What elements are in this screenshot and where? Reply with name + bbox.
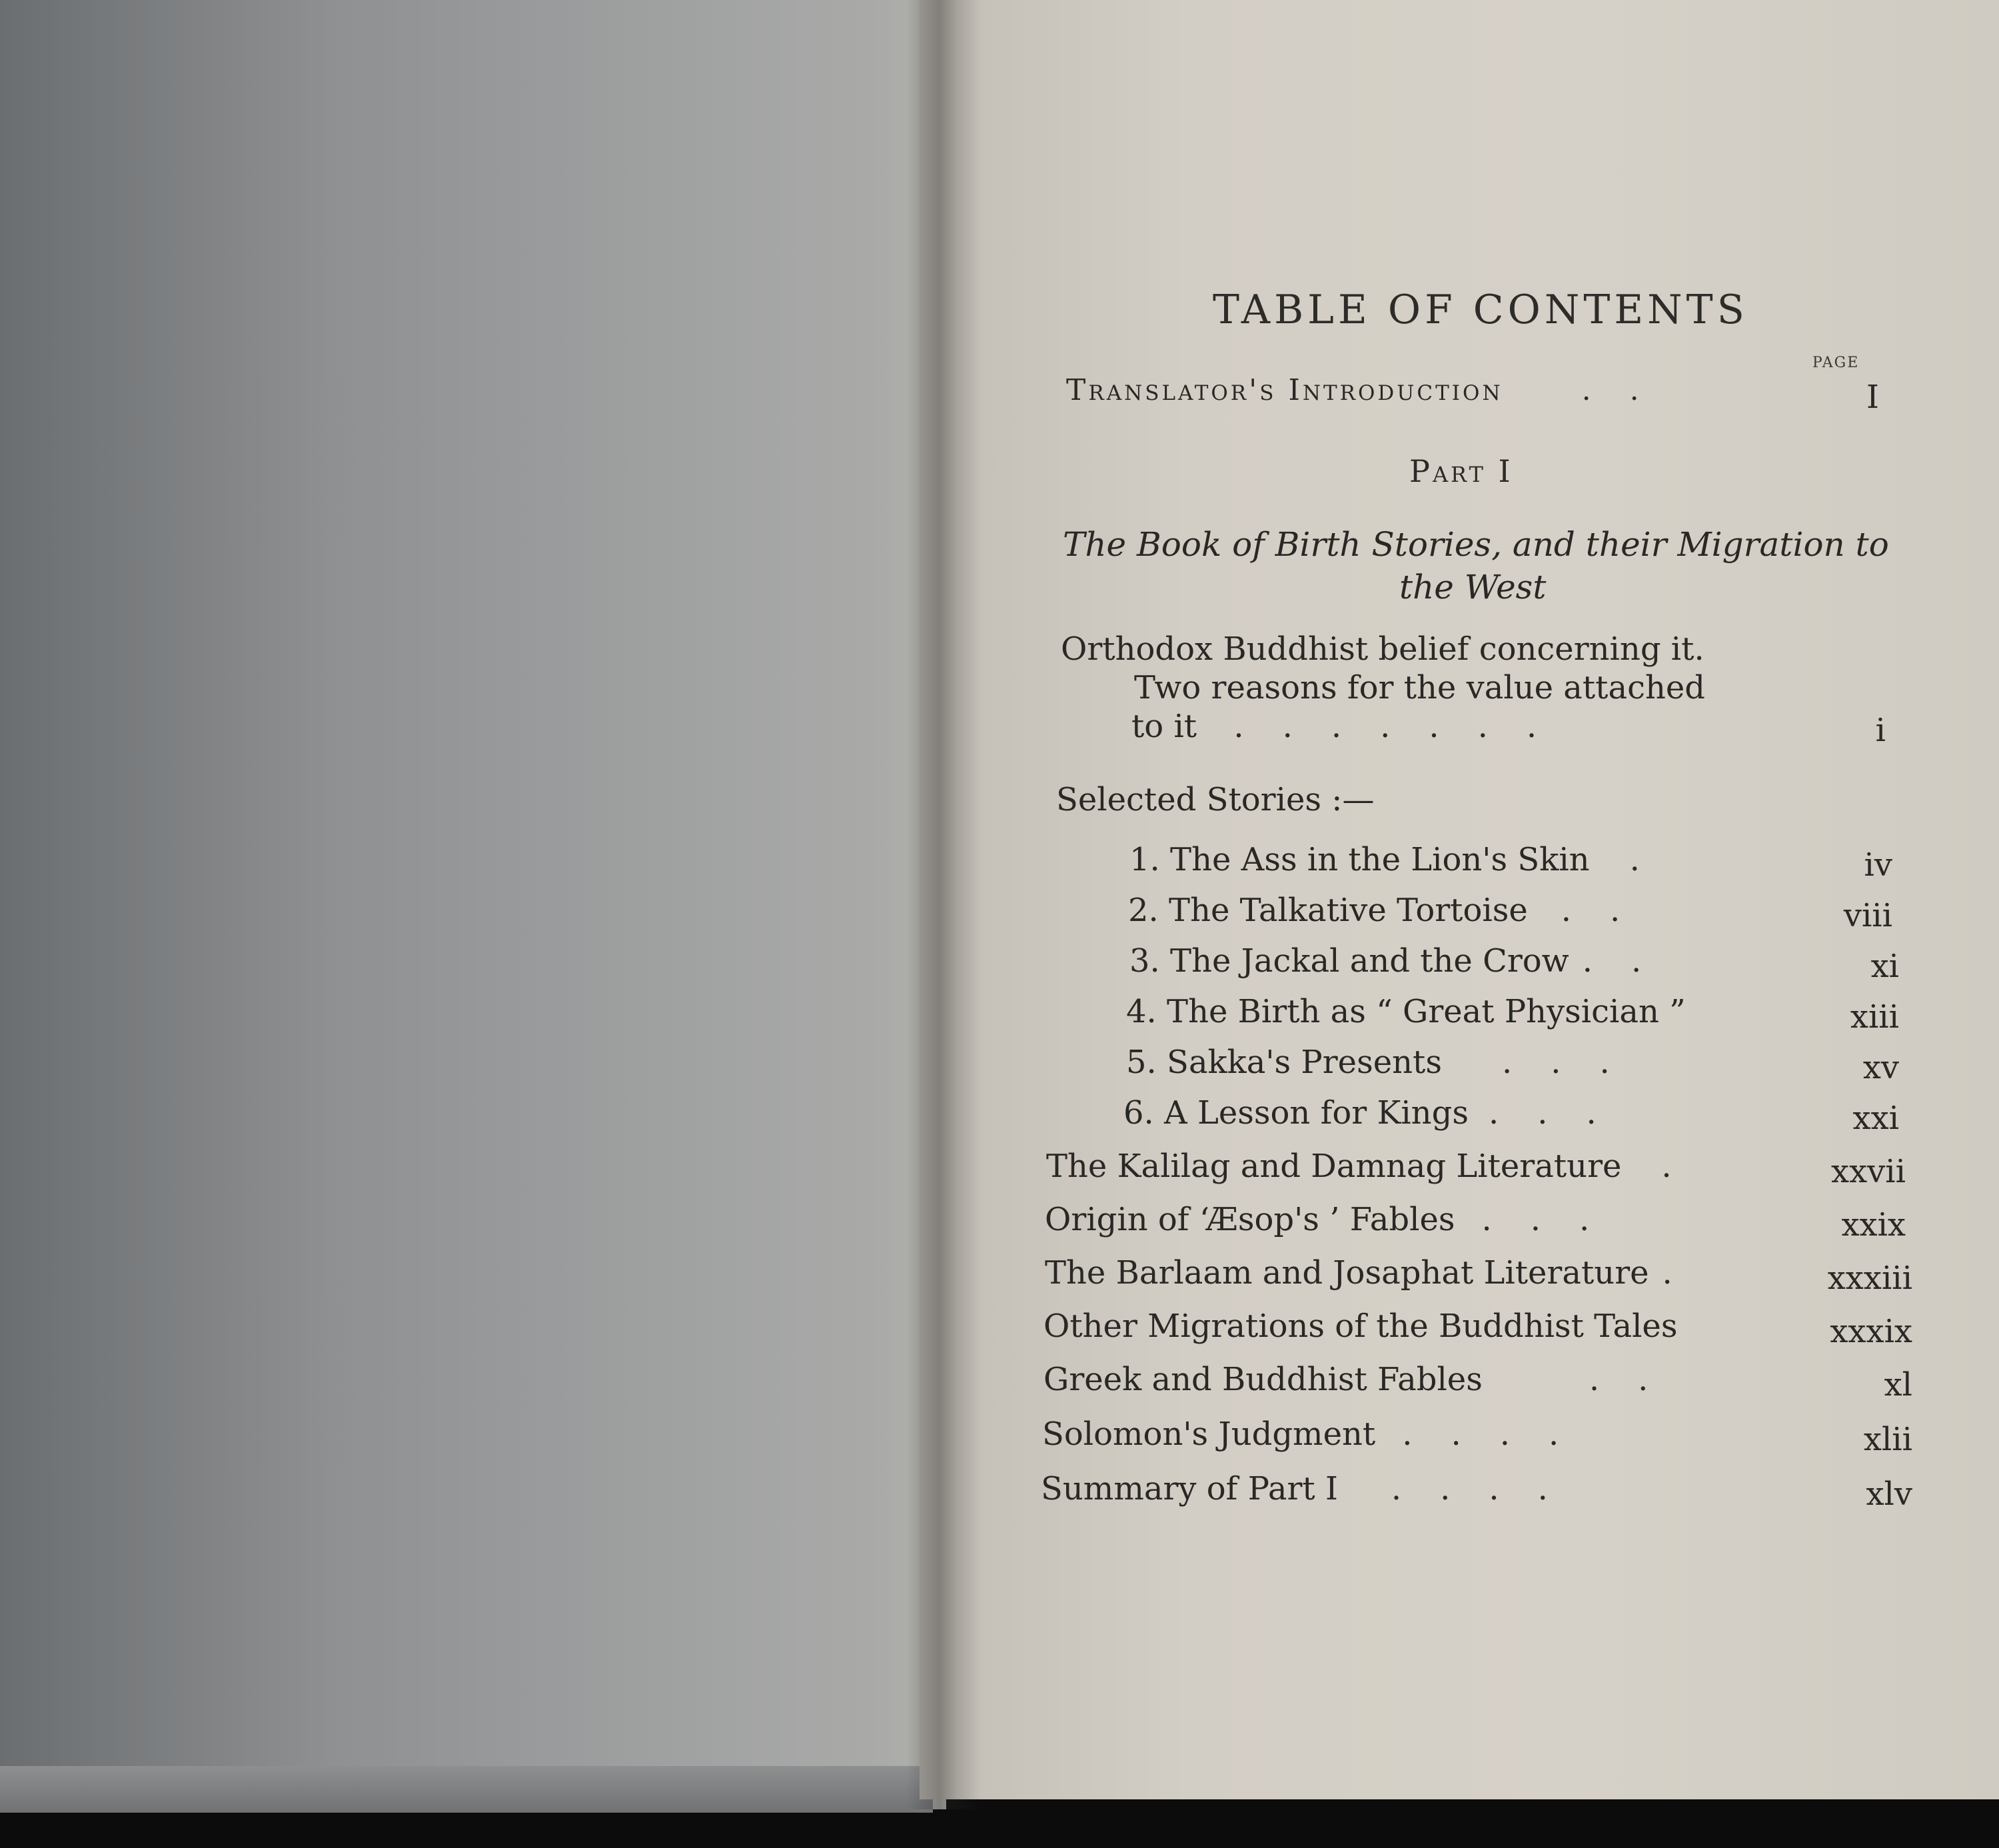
story-page: viii — [1843, 897, 1892, 934]
orthodox-line3: to it ....... — [1131, 708, 1576, 745]
story-item: 3. The Jackal and the Crow .. — [1129, 942, 1680, 980]
section-item: Greek and Buddhist Fables .. — [1043, 1361, 1687, 1398]
introduction-page: I — [1866, 379, 1879, 416]
story-item: 6. A Lesson for Kings ... — [1123, 1094, 1635, 1132]
section-item: Summary of Part I .... — [1041, 1470, 1587, 1507]
section-item: Solomon's Judgment .... — [1042, 1415, 1598, 1453]
section-item: Origin of ‘Æsop's ’ Fables ... — [1045, 1201, 1629, 1238]
section-page: xl — [1884, 1366, 1912, 1403]
story-item: 4. The Birth as “ Great Physician ” — [1126, 993, 1686, 1030]
story-item: 2. The Talkative Tortoise .. — [1128, 892, 1659, 929]
introduction-label: Translator's Introduction — [1066, 373, 1503, 407]
story-page: xiii — [1850, 998, 1899, 1036]
part-subtitle-line1: The Book of Birth Stories, and their Migration to — [1063, 525, 1889, 564]
orthodox-line3-text: to it — [1131, 708, 1197, 745]
story-page: xxi — [1852, 1100, 1899, 1137]
page-column-header: PAGE — [1812, 355, 1860, 371]
part-heading: Part I — [1409, 453, 1513, 489]
story-item: 5. Sakka's Presents ... — [1126, 1044, 1649, 1081]
section-page: xlv — [1866, 1475, 1912, 1513]
section-page: xxxix — [1830, 1313, 1912, 1350]
page-title: TABLE OF CONTENTS — [1213, 287, 1748, 333]
story-page: iv — [1864, 846, 1892, 884]
part-subtitle-line2: the West — [1399, 568, 1547, 606]
section-page: xxxiii — [1827, 1260, 1912, 1297]
section-page: xxix — [1841, 1206, 1906, 1244]
story-item: 1. The Ass in the Lion's Skin . — [1129, 841, 1678, 878]
section-page: xlii — [1863, 1421, 1912, 1458]
orthodox-line1: Orthodox Buddhist belief concerning it. — [1061, 630, 1704, 668]
introduction-entry: Translator's Introduction .. — [1066, 373, 1678, 407]
left-blank-page — [0, 0, 946, 1809]
orthodox-page: i — [1875, 712, 1886, 749]
section-page: xxvii — [1831, 1153, 1906, 1190]
orthodox-line2: Two reasons for the value attached — [1134, 669, 1705, 706]
section-item: The Barlaam and Josaphat Literature . — [1045, 1254, 1711, 1292]
story-page: xv — [1862, 1049, 1899, 1086]
book-gutter — [906, 0, 980, 1809]
page-edge — [0, 1766, 933, 1813]
section-item: The Kalilag and Damnag Literature . — [1046, 1148, 1710, 1185]
section-item: Other Migrations of the Buddhist Tales — [1043, 1308, 1678, 1345]
story-page: xi — [1870, 948, 1899, 985]
selected-stories-label: Selected Stories :— — [1056, 781, 1375, 818]
